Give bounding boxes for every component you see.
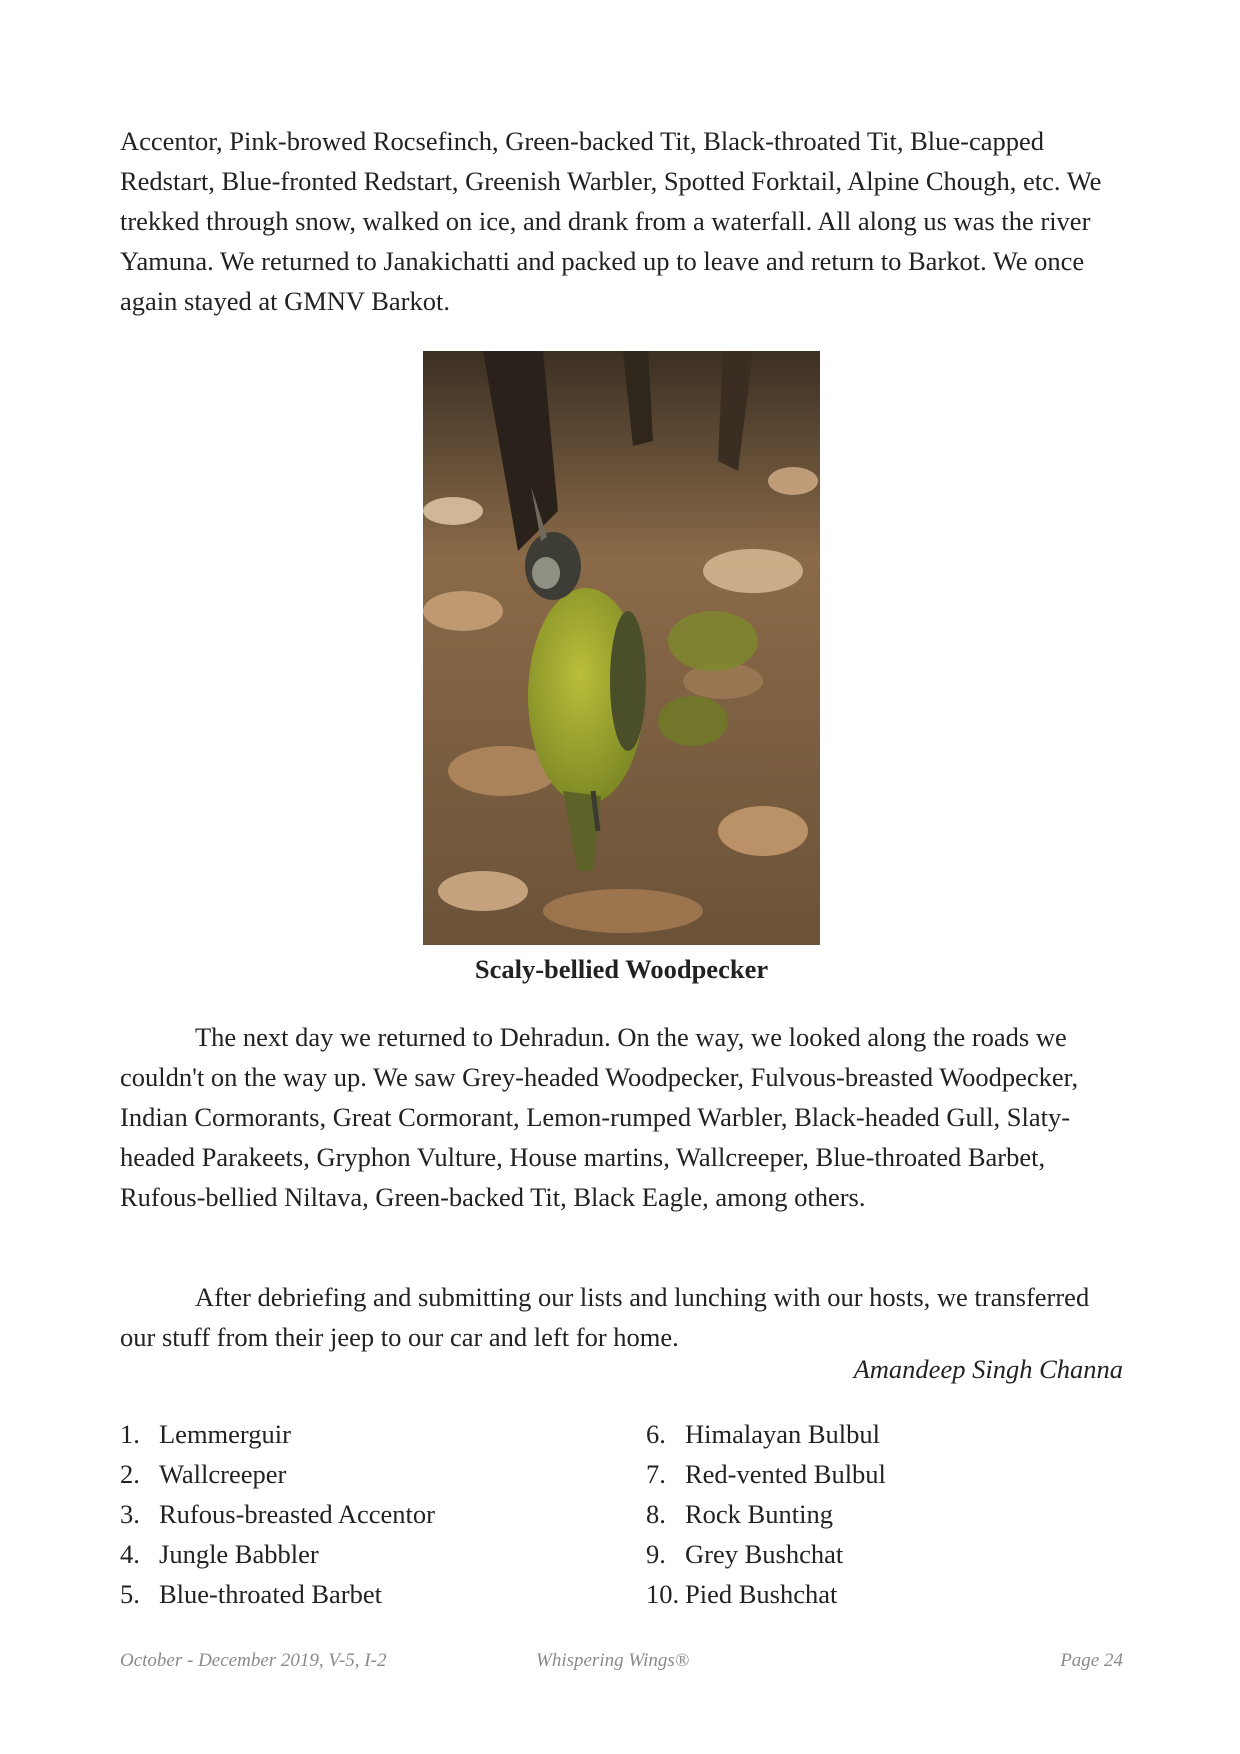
species-name: Pied Bushchat <box>685 1579 838 1609</box>
list-item <box>120 1494 435 1534</box>
species-name: Red-vented Bulbul <box>685 1459 886 1489</box>
list-number: 1. <box>120 1419 140 1449</box>
paragraph-2: The next day we returned to Dehradun. On the way, we looked along the roads we couldn't on the way up. We saw Grey-headed Woodpecker, Fulvous-breasted Woodpecker, Indian Cormorants, Great Cormorant, Lemon-rumped Warbler, Black-headed Gull, Slaty-headed Parakeets, Gryphon Vulture, House martins, Wallcreeper, Blue-throated Barbet, Rufous-bellied Niltava, Green-backed Tit, Black Eagle, among others. <box>120 1022 1079 1212</box>
author-signature: Amandeep Singh Channa <box>853 1354 1123 1384</box>
list-item <box>646 1414 886 1454</box>
species-name: Wallcreeper <box>159 1459 287 1489</box>
paragraph-1: Accentor, Pink-browed Rocsefinch, Green-backed Tit, Black-throated Tit, Blue-capped Redstart, Blue-fronted Redstart, Greenish Warbler, Spotted Forktail, Alpine Chough, etc. We trekked through snow, walked on ice, and drank from a waterfall. All along us was the river Yamuna. We returned to Janakichatti and packed up to leave and return to Barkot. We once again stayed at GMNV Barkot. <box>120 126 1102 316</box>
list-number: 5. <box>120 1579 140 1609</box>
species-name: Jungle Babbler <box>159 1539 319 1569</box>
list-item <box>646 1574 886 1614</box>
species-name: Grey Bushchat <box>685 1539 844 1569</box>
list-number: 7. <box>646 1459 666 1489</box>
list-item <box>120 1574 435 1614</box>
footer-publication: Whispering Wings® <box>536 1650 690 1671</box>
species-name: Himalayan Bulbul <box>685 1419 881 1449</box>
list-number: 9. <box>646 1539 666 1569</box>
list-number: 2. <box>120 1459 140 1489</box>
list-number: 10. <box>646 1579 680 1609</box>
list-number: 3. <box>120 1499 140 1529</box>
list-item <box>646 1534 886 1574</box>
species-name: Lemmerguir <box>159 1419 291 1449</box>
list-number: 8. <box>646 1499 666 1529</box>
figure-caption: Scaly-bellied Woodpecker <box>474 954 769 984</box>
species-name: Rock Bunting <box>685 1499 833 1529</box>
list-number: 4. <box>120 1539 140 1569</box>
species-list-left <box>120 1414 435 1614</box>
species-name: Rufous-breasted Accentor <box>159 1499 435 1529</box>
paragraph-3: After debriefing and submitting our lists and lunching with our hosts, we transferred our stuff from their jeep to our car and left for home. <box>120 1282 1090 1352</box>
list-item <box>646 1454 886 1494</box>
footer-issue: October - December 2019, V-5, I-2 <box>120 1650 387 1671</box>
species-name: Blue-throated Barbet <box>159 1579 382 1609</box>
list-item <box>120 1414 435 1454</box>
list-item <box>120 1454 435 1494</box>
list-number: 6. <box>646 1419 666 1449</box>
species-list-right <box>646 1414 886 1614</box>
list-item <box>646 1494 886 1534</box>
footer-page-number: Page 24 <box>1060 1650 1123 1671</box>
woodpecker-illustration <box>423 351 820 945</box>
list-item <box>120 1534 435 1574</box>
woodpecker-photo <box>423 351 820 945</box>
page-footer <box>120 1650 1123 1680</box>
